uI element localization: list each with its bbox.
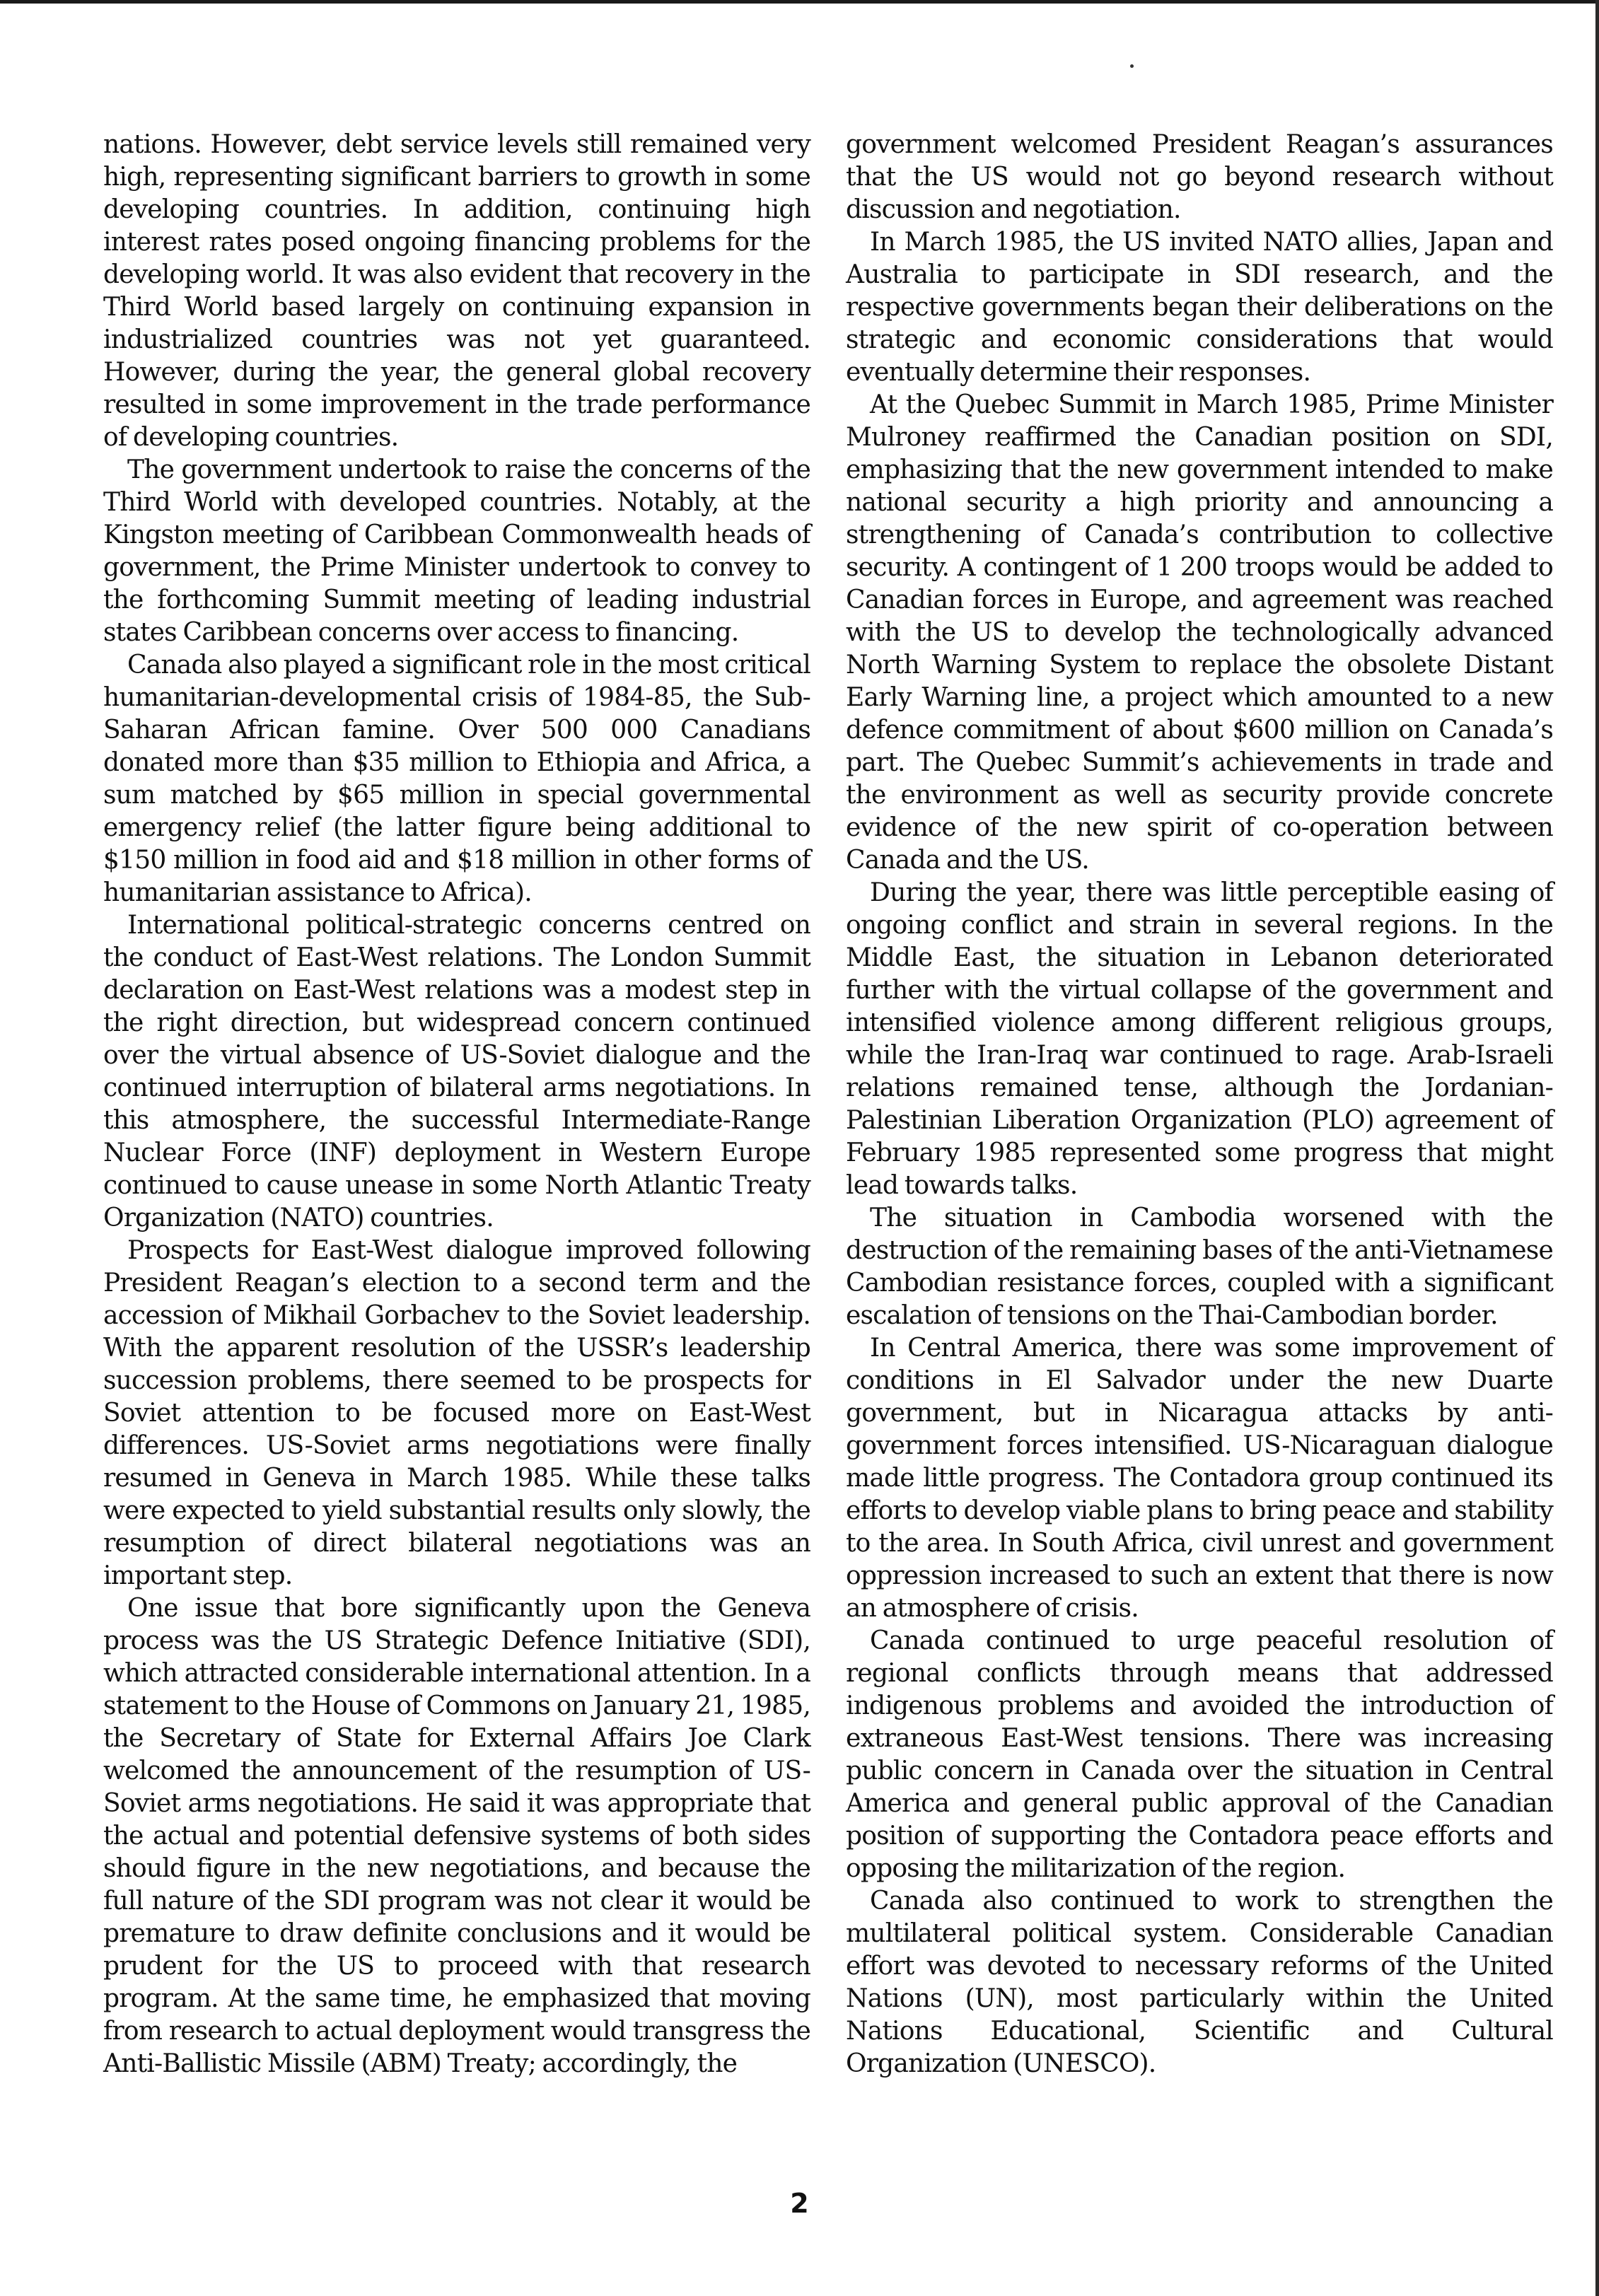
right-column — [846, 129, 1553, 2080]
paragraph-regional-conflicts: Canada continued to urge peaceful resolution of regional conflicts through means that addressed indigenous problems and avoided the introduction of extraneous East-West tensions. There was increasing public concern in Canada over the situation in Central America and general public approval of the Canadian position of supporting the Contadora peace efforts and opposing the militarization of the region. — [846, 1626, 1553, 1883]
page-number: 2 — [790, 2188, 809, 2219]
paragraph-sdi-invitation: In March 1985, the US invited NATO allies, Japan and Australia to participate in SDI research, and the respective governments began their deliberations on the strategic and economic considerations that would eventually determine their responses. — [846, 228, 1553, 387]
paragraph-central-america: In Central America, there was some improvement of conditions in El Salvador under the new Duarte government, but in Nicaragua attacks by anti-government forces intensified. US-Nicaraguan dialogue made little progress. The Contadora group continued its efforts to develop viable plans to bring peace and stability to the area. In South Africa, civil unrest and government oppression increased to such an extent that there is now an atmosphere of crisis. — [846, 1334, 1553, 1623]
paragraph-cambodia: The situation in Cambodia worsened with the destruction of the remaining bases of the anti-Vietnamese Cambodian resistance forces, coupled with a significant escalation of tensions on the Thai-Cambodian border. — [846, 1204, 1553, 1330]
paragraph-middle-east: During the year, there was little perceptible easing of ongoing conflict and strain in several regions. In the Middle East, the situation in Lebanon deteriorated further with the virtual collapse of the government and intensified violence among different religious groups, while the Iran-Iraq war continued to rage. Arab-Israeli relations remained tense, although the Jordanian-Palestinian Liberation Organization (PLO) agreement of February 1985 represented some progress that might lead towards talks. — [846, 878, 1553, 1200]
page-top-edge — [0, 0, 1599, 4]
left-column — [103, 129, 810, 2080]
paragraph-quebec-summit: At the Quebec Summit in March 1985, Prime Minister Mulroney reaffirmed the Canadian position on SDI, emphasizing that the new government intended to make national security a high priority and announcing a strengthening of Canada’s contribution to collective security. A contingent of 1 200 troops would be added to Canadian forces in Europe, and agreement was reached with the US to develop the technologically advanced North Warning System to replace the obsolete Distant Early Warning line, a project which amounted to a new defence commitment of about $600 million on Canada’s part. The Quebec Summit’s achievements in trade and the environment as well as security provide concrete evidence of the new spirit of co-operation between Canada and the US. — [846, 390, 1553, 875]
paragraph-sdi-geneva: One issue that bore significantly upon the Geneva process was the US Strategic Defence Initiative (SDI), which attracted considerable international attention. In a statement to the House of Commons on January 21, 1985, the Secretary of State for External Affairs Joe Clark welcomed the announcement of the resumption of US-Soviet arms negotiations. He said it was appropriate that the actual and potential defensive systems of both sides should figure in the new negotiations, and because the full nature of the SDI program was not clear it would be premature to draw definite conclusions and it would be prudent for the US to proceed with that research program. At the same time, he emphasized that moving from research to actual deployment would transgress the Anti-Ballistic Missile (ABM) Treaty; accordingly, the — [103, 1594, 810, 2078]
paragraph-third-world-concerns: The government undertook to raise the concerns of the Third World with developed countries. Notably, at the Kingston meeting of Caribbean Commonwealth heads of government, the Prime Minister undertook to convey to the forthcoming Summit meeting of leading industrial states Caribbean concerns over access to financing. — [103, 455, 810, 647]
paragraph-reagan-assurances: government welcomed President Reagan’s assurances that the US would not go beyond research without discussion and negotiation. — [846, 130, 1553, 224]
paragraph-african-famine: Canada also played a significant role in the most critical humanitarian-developmental crisis of 1984-85, the Sub-Saharan African famine. Over 500 000 Canadians donated more than $35 million to Ethiopia and Africa, a sum matched by $65 million in special governmental emergency relief (the latter figure being additional to $150 million in food aid and $18 million in other forms of humanitarian assistance to Africa). — [103, 651, 811, 907]
paragraph-multilateral-system: Canada also continued to work to strengthen the multilateral political system. Considerable Canadian effort was devoted to necessary reforms of the United Nations (UN), most particularly within the United Nations Educational, Scientific and Cultural Organization (UNESCO). — [846, 1887, 1553, 2078]
paragraph-east-west-dialogue: Prospects for East-West dialogue improved following President Reagan’s election to a second term and the accession of Mikhail Gorbachev to the Soviet leadership. With the apparent resolution of the USSR’s leadership succession problems, there seemed to be prospects for Soviet attention to be focused more on East-West differences. US-Soviet arms negotiations were finally resumed in Geneva in March 1985. While these talks were expected to yield substantial results only slowly, the resumption of direct bilateral negotiations was an important step. — [103, 1236, 810, 1590]
paragraph-east-west-relations: International political-strategic concerns centred on the conduct of East-West relations. The London Summit declaration on East-West relations was a modest step in the right direction, but widespread concern continued over the virtual absence of US-Soviet dialogue and the continued interruption of bilateral arms negotiations. In this atmosphere, the successful Intermediate-Range Nuclear Force (INF) deployment in Western Europe continued to cause unease in some North Atlantic Treaty Organization (NATO) countries. — [103, 911, 810, 1233]
scan-speck — [1130, 64, 1134, 68]
paragraph-debt-service: nations. However, debt service levels still remained very high, representing significant barriers to growth in some developing countries. In addition, continuing high interest rates posed ongoing financing problems for the developing world. It was also evident that recovery in the Third World based largely on continuing expansion in industrialized countries was not yet guaranteed. However, during the year, the general global recovery resulted in some improvement in the trade performance of developing countries. — [103, 130, 810, 452]
page-right-edge — [1595, 0, 1599, 2296]
